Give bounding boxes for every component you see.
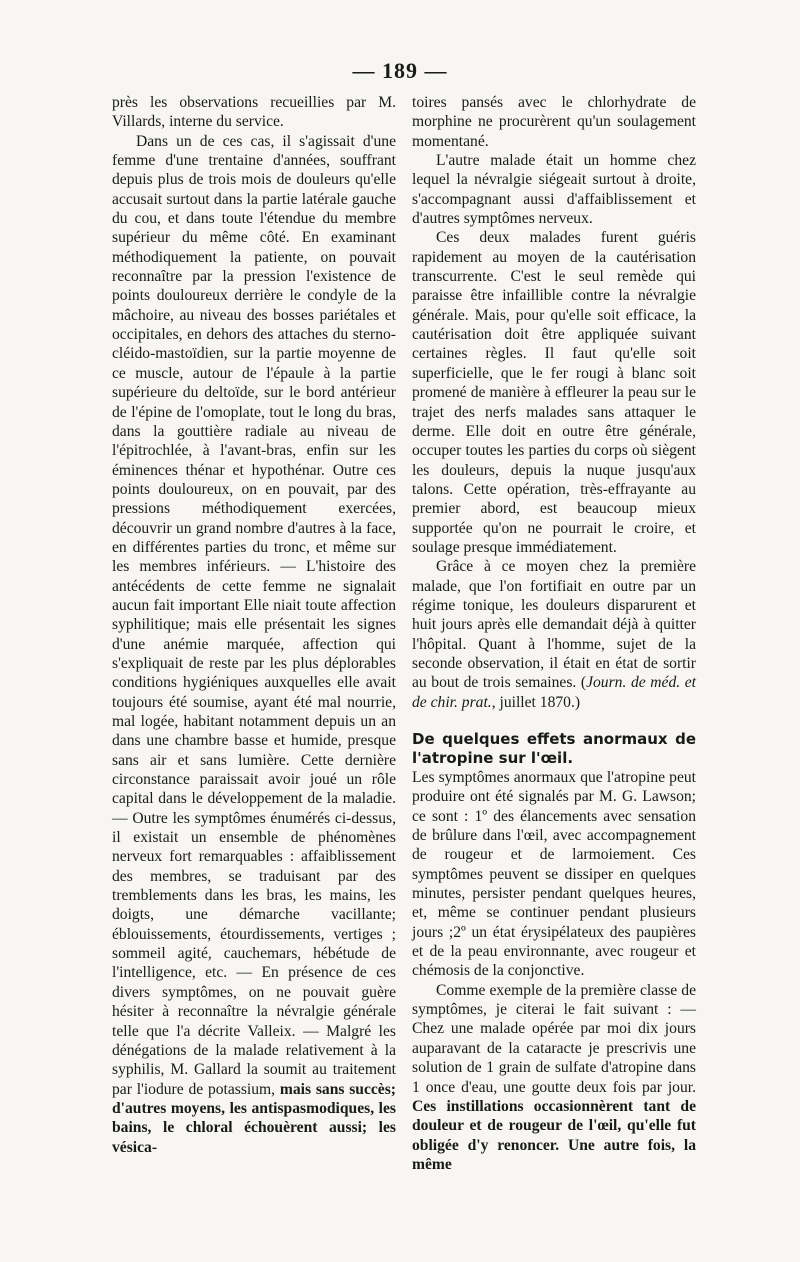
case-text-bold: mais sans succès; d'autres moyens, les antispasmodiques, les bains, le chloral échouèrent aussi; les vésica- xyxy=(112,1080,396,1156)
case-paragraph xyxy=(112,132,396,1157)
paragraph-text: Comme exemple de la première classe de symptômes, je citerai le fait suivant : — Chez une malade opérée par moi dix jours auparavant de la cataracte je prescrivis une solution de 1 grain de sulfate d'atropine dans 1 once d'eau, une goutte deux fois par jour. xyxy=(412,981,696,1096)
paragraph: Les symptômes anormaux que l'atropine peut produire ont été signalés par M. G. Lawson; ce sont : 1º des élancements avec sensation de brûlure dans l'œil, avec accompagnement de rougeur et de larmoiement. Ces symptômes peuvent se dissiper en quelques minutes, persister pendant quelques heures, et, même se continuer pendant plusieurs jours ;2º un état érysipélateux des paupières et de la peau environnante, avec rougeur et chémosis de la conjonctive. xyxy=(412,769,696,980)
paragraph: Ces deux malades furent guéris rapidement au moyen de la cautérisation transcurrente. C'est le seul remède qui paraisse être infaillible contre la névralgie générale. Mais, pour qu'elle soit efficace, la cautérisation doit être appliquée suivant certaines règles. Il faut qu'elle soit superficielle, que le fer rougi à blanc soit promené de manière à effleurer la peau sur le trajet des nerfs malades sans attaquer le derme. Elle doit en outre être générale, occuper toutes les parties du corps où siègent les douleurs, depuis la nuque jusqu'aux talons. Cette opération, très-effrayante au premier abord, est beaucoup mieux supportée qu'on ne pourrait le croire, et soulage presque immédiatement. xyxy=(412,229,696,556)
paragraph xyxy=(412,981,696,1174)
paragraph-continuation: toires pansés avec le chlorhydrate de morphine ne procurèrent qu'un soulagement momentané. xyxy=(412,94,696,150)
article-title: De quelques effets anormaux de l'atropine sur l'œil. xyxy=(412,730,696,767)
right-column xyxy=(412,93,696,1174)
paragraph-continuation: près les observations recueillies par M. Villards, interne du service. xyxy=(112,94,396,131)
journal-citation: Journ. de méd. et de chir. prat. xyxy=(412,674,696,711)
left-column xyxy=(112,93,396,1157)
paragraph-text-bold: Ces instillations occasionnèrent tant de douleur et de rougeur de l'œil, qu'elle fut obligée d'y renoncer. Une autre fois, la même xyxy=(412,1097,696,1173)
paragraph: L'autre malade était un homme chez lequel la névralgie siégeait surtout à droite, s'accompagnant aussi d'affaiblissement et d'autres symptômes nerveux. xyxy=(412,152,696,228)
paragraph-with-citation xyxy=(412,557,696,712)
case-text: Dans un de ces cas, il s'agissait d'une femme d'une trentaine d'années, souffrant depuis plus de trois mois de douleurs qu'elle accusait surtout dans la partie latérale gauche du cou, et dans toute l'étendue du membre supérieur du même côté. En examinant méthodiquement la patiente, on pouvait reconnaître par la pression l'existence de points douloureux derrière le condyle de la mâchoire, au niveau des bosses pariétales et occipitales, en dehors des attaches du sterno-cléido-mastoïdien, sur la partie moyenne de ce muscle, autour de l'épaule à la partie supérieure du deltoïde, sur le bord antérieur de l'épine de l'omoplate, tout le long du bras, dans la gouttière radiale au niveau de l'épitrochlée, à l'avant-bras, enfin sur les éminences thénar et hypothénar. Outre ces points douloureux, on en pouvait, par des pressions méthodiquement exercées, découvrir un grand nombre d'autres à la face, en différentes parties du tronc, et même sur les membres inférieurs. — L'histoire des antécédents de cette femme ne signalait aucun fait important Elle niait toute affection syphilitique; mais elle présentait les signes d'une anémie marquée, affection qui s'expliquait de reste par les plus déplorables conditions hygiéniques auxquelles elle avait toujours été soumise, ayant été mal nourrie, mal logée, habitant notamment depuis un an dans une chambre basse et humide, presque sans air et sans lumière. Cette dernière circonstance paraissait avoir joué un rôle capital dans le développement de la maladie. — Outre les symptômes énumérés ci-dessus, il existait un ensemble de phénomènes nerveux fort remarquables : affaiblissement des membres, se traduisant par des tremblements dans les bras, les mains, les doigts, une démarche vacillante; éblouissements, étourdissements, vertiges ; sommeil agité, cauchemars, hébétude de l'intelligence, etc. — En présence de ces divers symptômes, on ne pouvait guère hésiter à reconnaître la névralgie générale telle que l'a décrite Valleix. — Malgré les dénégations de la malade relativement à la syphilis, M. Gallard la soumit au traitement par l'iodure de potassium, xyxy=(112,132,396,1098)
citation-date: , juillet 1870.) xyxy=(491,693,581,711)
page-number: — 189 — xyxy=(352,58,448,83)
paragraph-text: Grâce à ce moyen chez la première malade, que l'on fortifiait en outre par un régime tonique, les douleurs disparurent et huit jours après elle demandait déjà à quitter l'hôpital. Quant à l'homme, sujet de la seconde observation, il était en état de sortir au bout de trois semaines. ( xyxy=(412,558,696,692)
